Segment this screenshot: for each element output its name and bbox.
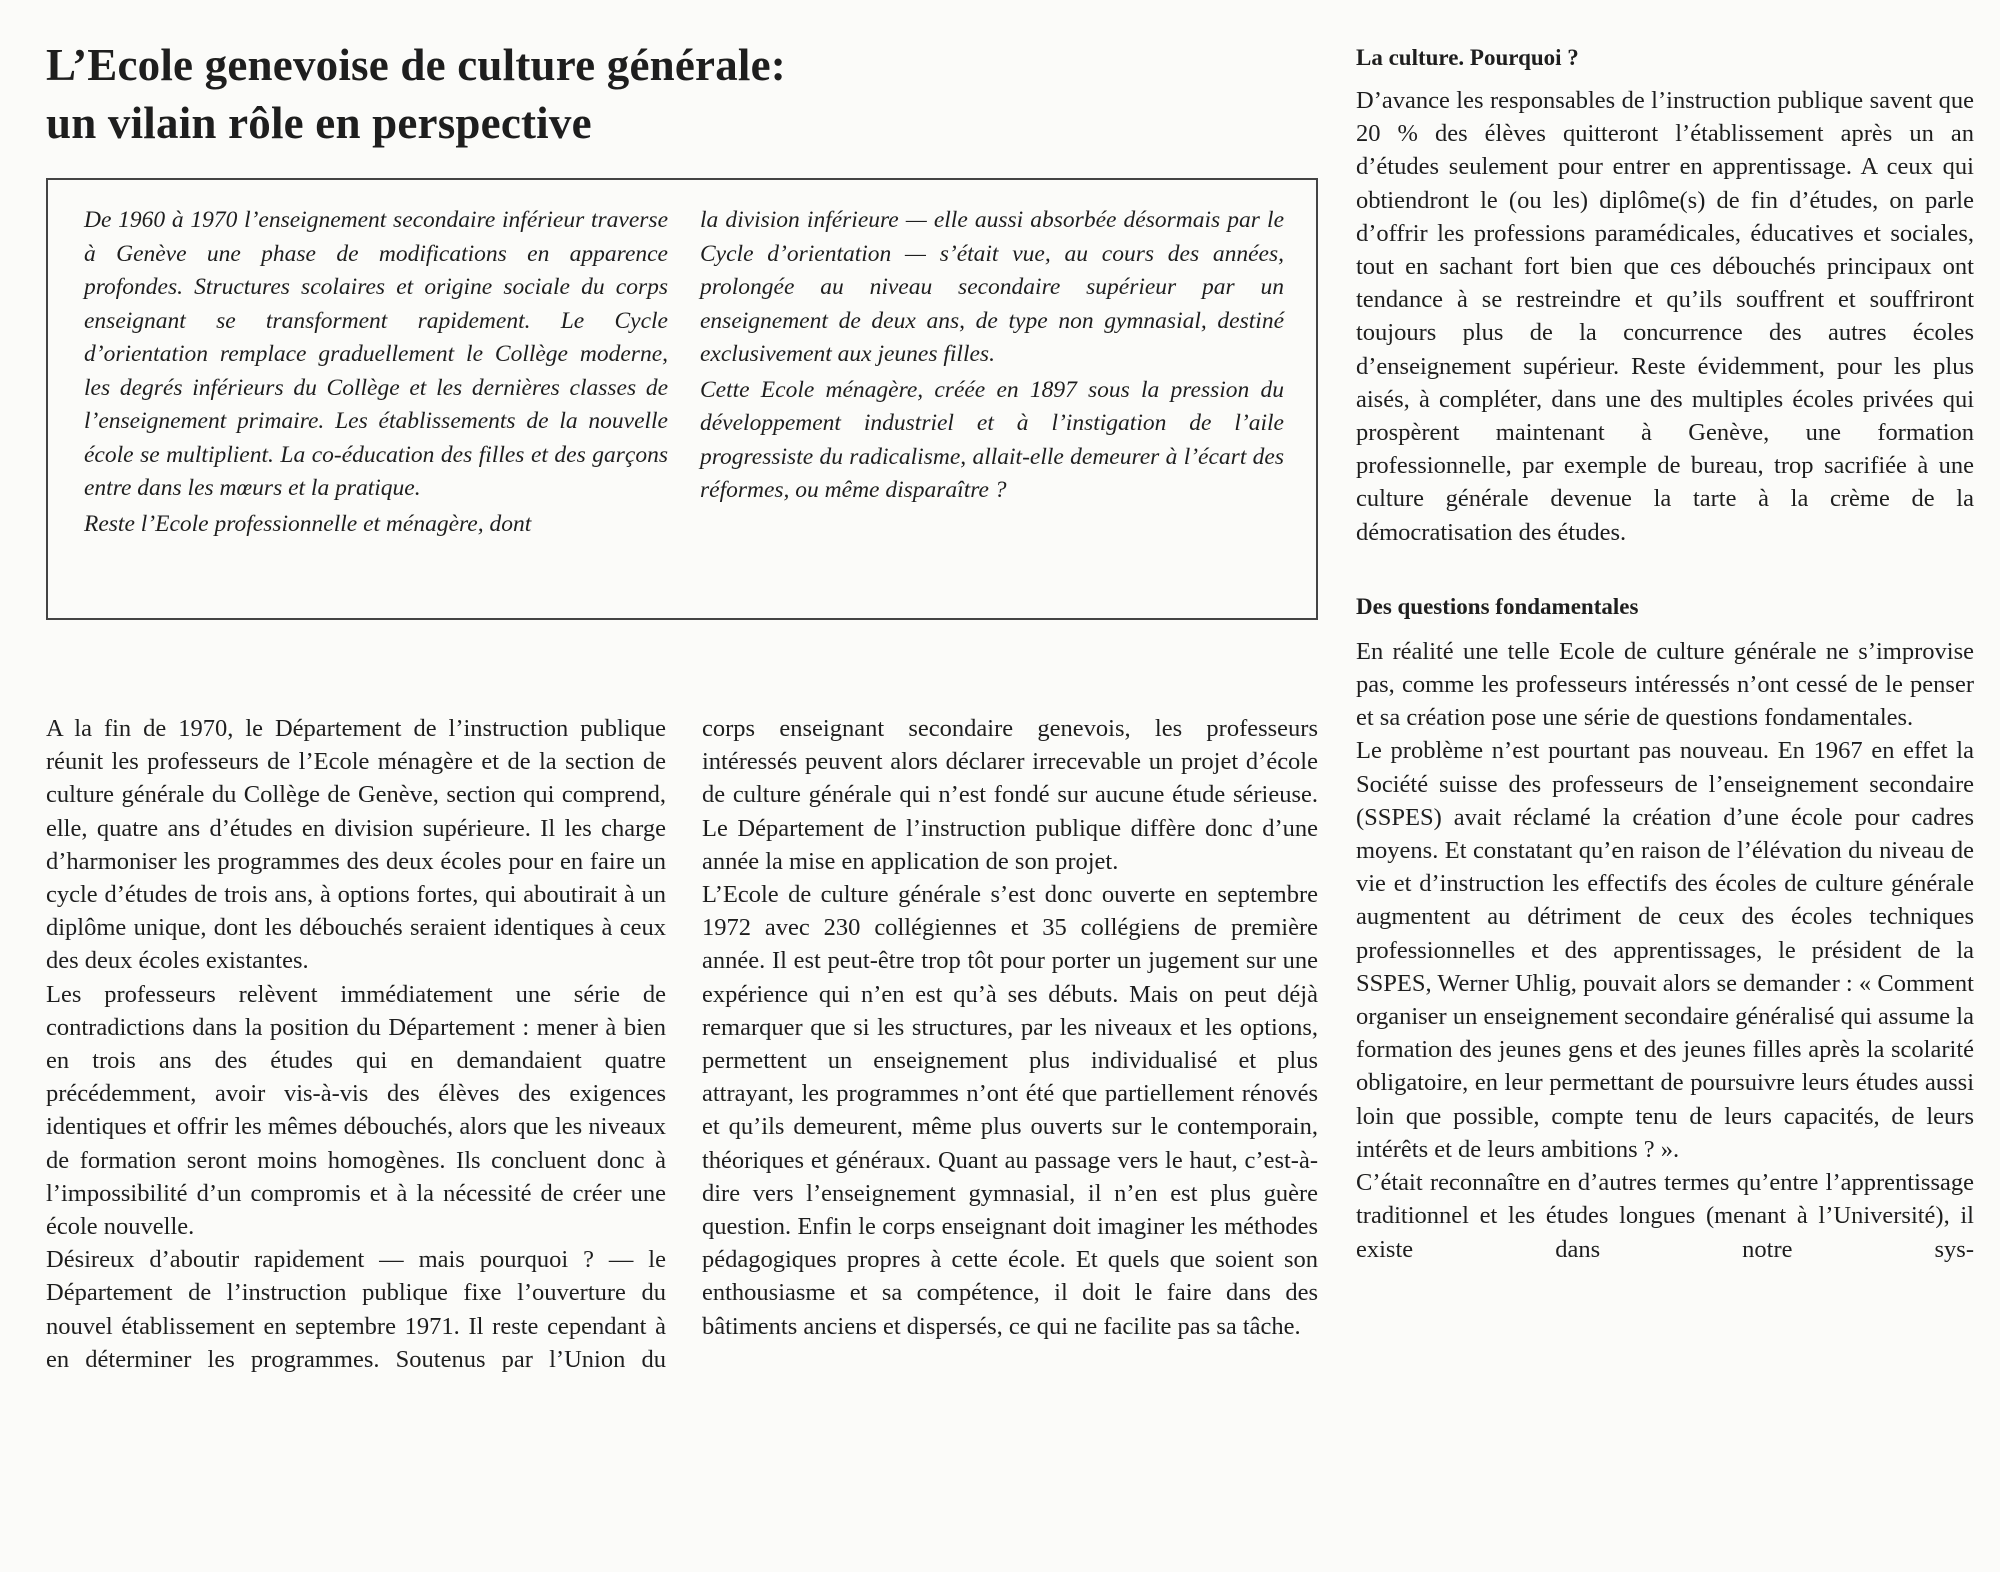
body-paragraph: corps enseignant secondaire genevois, les professeurs intéressés peuvent alors déclarer irrecevable un projet d’école de culture générale qui n’est fondé sur aucune étude sérieuse. Le Département de l’instruction publique diffère donc d’une année la mise en application de son projet. (702, 715, 1318, 875)
intro-box (46, 178, 1318, 620)
title-line-1: L’Ecole genevoise de culture générale: (46, 40, 786, 90)
intro-column-right (700, 204, 1284, 508)
body-paragraph: Le problème n’est pourtant pas nouveau. En 1967 en effet la Société suisse des professeurs de l’enseignement secondaire (SSPES) avait réclamé la création d’une école pour cadres moyens. Et constatant qu’en raison de l’élévation du niveau de vie et d’instruction les effectifs des écoles de culture générale augmentent au détriment de ceux des écoles techniques professionnelles et des apprentissages, le président de la SSPES, Werner Uhlig, pouvait alors se demander : « Comment organiser un enseignement secondaire généralisé qui assume la formation des jeunes gens et des jeunes filles après la scolarité obligatoire, en leur permettant de poursuivre leurs études aussi loin que possible, compte tenu de leurs capacités, de leurs intérêts et de leurs ambitions ? ». (1356, 737, 1974, 1163)
body-paragraph: Les professeurs relèvent immédiatement une série de contradictions dans la position du Département : mener à bien en trois ans des études qui en demandaient quatre précédemment, avoir vis-à-vis des élèves des exigences identiques et offrir les mêmes débouchés, alors que les niveaux de formation seront moins homogènes. Ils concluent donc à l’impossibilité d’un compromis et à la nécessité de créer une école nouvelle. (46, 980, 666, 1241)
body-paragraph: Désireux d’aboutir rapidement — mais pourquoi ? — le Département de l’instruction publique fixe l’ouverture du nouvel établissement en septembre 1971. Il reste cependant à en déterminer les programmes. Soutenus par l’Union du (46, 1246, 666, 1373)
body-paragraph: En réalité une telle Ecole de culture générale ne s’improvise pas, comme les professeurs intéressés n’ont cessé de le penser et sa création pose une série de questions fondamentales. (1356, 637, 1974, 732)
section-heading-culture: La culture. Pourquoi ? (1356, 45, 1579, 70)
intro-column-left (84, 204, 668, 541)
intro-paragraph: Reste l’Ecole professionnelle et ménagère, dont (84, 510, 532, 537)
body-column-2 (702, 712, 1318, 1343)
article-title (46, 36, 1286, 152)
body-column-3 (1356, 42, 1974, 1266)
intro-paragraph: la division inférieure — elle aussi absorbée désormais par le Cycle d’orientation — s’était vue, au cours des années, prolongée au niveau secondaire supérieur par un enseignement de deux ans, de type non gymnasial, destiné exclusivement aux jeunes filles. (700, 207, 1284, 367)
body-paragraph: C’était reconnaître en d’autres termes qu’entre l’apprentissage traditionnel et les études longues (menant à l’Université), il existe dans notre sys- (1356, 1169, 1974, 1263)
intro-paragraph: De 1960 à 1970 l’enseignement secondaire inférieur traverse à Genève une phase de modifications en apparence profondes. Structures scolaires et origine sociale du corps enseignant se transforment rapidement. Le Cycle d’orientation remplace graduellement le Collège moderne, les degrés inférieurs du Collège et les dernières classes de l’enseignement primaire. Les établissements de la nouvelle école se multiplient. La co-éducation des filles et des garçons entre dans les mœurs et la pratique. (84, 207, 668, 501)
body-paragraph: A la fin de 1970, le Département de l’instruction publique réunit les professeurs de l’Ecole ménagère et de la section de culture générale du Collège de Genève, section qui comprend, elle, quatre ans d’études en division supérieure. Il les charge d’harmoniser les programmes des deux écoles pour en faire un cycle d’études de trois ans, à options fortes, qui aboutirait à un diplôme unique, dont les débouchés seraient identiques à ceux des deux écoles existantes. (46, 715, 666, 975)
title-line-2: un vilain rôle en perspective (46, 98, 592, 148)
intro-paragraph: Cette Ecole ménagère, créée en 1897 sous la pression du développement industriel et à l’instigation de l’aile progressiste du radicalisme, allait-elle demeurer à l’écart des réformes, ou même disparaître ? (700, 376, 1284, 503)
body-paragraph: D’avance les responsables de l’instruction publique savent que 20 % des élèves quitteront l’établissement après un an d’études seulement pour entrer en apprentissage. A ceux qui obtiendront le (ou les) diplôme(s) de fin d’études, on parle d’offrir les professions paramédicales, éducatives et sociales, tout en sachant fort bien que ces débouchés principaux ont tendance à se restreindre et qu’ils souffrent et souffriront toujours plus de la concurrence des autres écoles d’enseignement supérieur. Reste évidemment, pour les plus aisés, à compléter, dans une des multiples écoles privées qui prospèrent maintenant à Genève, une formation professionnelle, par exemple de bureau, trop sacrifiée à une culture générale devenue la tarte à la crème de la démocratisation des études. (1356, 87, 1974, 546)
body-column-1 (46, 712, 666, 1376)
body-paragraph: L’Ecole de culture générale s’est donc ouverte en septembre 1972 avec 230 collégiennes et 35 collégiens de première année. Il est peut-être trop tôt pour porter un jugement sur une expérience qui n’en est qu’à ses débuts. Mais on peut déjà remarquer que si les structures, par les niveaux et les options, permettent un enseignement plus individualisé et plus attrayant, les programmes n’ont été que partiellement rénovés et qu’ils demeurent, même plus ouverts sur le contemporain, théoriques et généraux. Quant au passage vers le haut, c’est-à-dire vers l’enseignement gymnasial, il n’en est plus guère question. Enfin le corps enseignant doit imaginer les méthodes pédagogiques propres à cette école. Et quels que soient son enthousiasme et sa compétence, il doit le faire dans des bâtiments anciens et dispersés, ce qui ne facilite pas sa tâche. (702, 881, 1318, 1340)
section-heading-questions: Des questions fondamentales (1356, 593, 1639, 619)
